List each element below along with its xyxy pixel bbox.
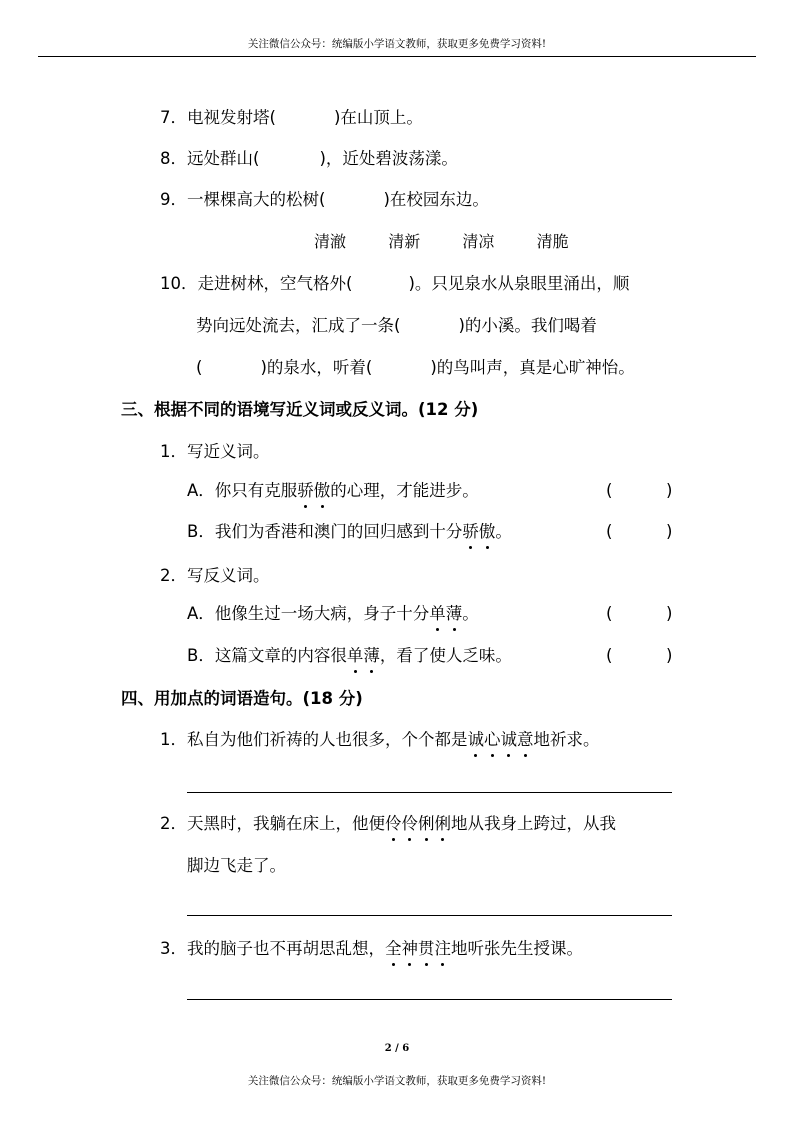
item-text: 。 [462,604,479,623]
word-choice: 清新 [388,232,421,251]
question-text: )的小溪。我们喝着 [458,316,597,335]
item-text: ，看了使人乏味。 [379,646,512,665]
question-text-pre: 电视发射塔( [187,108,276,127]
dotted-char: 神 [401,939,418,958]
answer-box[interactable] [618,645,666,667]
section-4-question-2-line-2: 脚边飞走了。 [187,856,286,875]
answer-paren-open: ( [606,646,613,665]
question-text-pre: 一棵棵高大的松树( [187,190,326,209]
answer-paren-open: ( [606,481,613,500]
question-text: 势向远处流去，汇成了一条( [196,316,401,335]
question-text-post: )在山顶上。 [333,108,423,127]
section-3-item-1b [187,521,512,543]
question-text-pre: 远处群山( [187,149,260,168]
item-text: B．这篇文章的内容很 [187,646,347,665]
question-text: 天黑时，我躺在床上，他便 [187,814,385,833]
question-number: 10． [160,274,198,293]
answer-box[interactable] [618,603,666,625]
answer-box[interactable] [618,480,666,502]
word-choice: 清澈 [314,232,347,251]
header-divider [38,56,756,57]
question-number: 2． [160,814,187,833]
dotted-char: 伶 [401,814,418,833]
word-choice: 清凉 [462,232,495,251]
section-3-sub-2 [160,565,270,587]
question-number: 9． [160,190,187,209]
question-number: 7． [160,108,187,127]
question-text: )的泉水，听着( [260,358,373,377]
section-3-title: 三、根据不同的语境写近义词或反义词。(12 分) [121,400,479,419]
question-text-post: )，近处碧波荡漾。 [319,149,458,168]
word-choices [314,231,569,253]
dotted-char: 俐 [434,814,451,833]
question-text: )的鸟叫声，真是心旷神怡。 [430,358,635,377]
section-3-item-1a [187,480,479,502]
question-text: 地从我身上跨过，从我 [451,814,616,833]
question-number: 8． [160,149,187,168]
question-10-line-1 [160,273,629,295]
dotted-char: 单 [346,646,364,665]
word-choice: 清脆 [536,232,569,251]
question-10-line-3 [196,357,635,379]
answer-line[interactable] [187,915,672,916]
answer-paren-close: ) [666,646,673,665]
dotted-char: 骄 [297,481,314,500]
dotted-char: 全 [385,939,402,958]
dotted-char: 单 [429,604,446,623]
question-number: 2． [160,566,187,585]
dotted-char: 贯 [418,939,435,958]
dotted-char: 注 [434,939,451,958]
question-text: 写反义词。 [187,566,270,585]
dotted-char: 意 [517,730,534,749]
question-number: 1． [160,730,187,749]
section-3-sub-1 [160,441,270,463]
question-text: 私自为他们祈祷的人也很多，个个都是 [187,730,468,749]
item-text: B．我们为香港和澳门的回归感到十分 [187,522,463,541]
question-10-line-2 [196,315,597,337]
question-text: 地祈求。 [533,730,600,749]
question-7 [160,107,423,129]
question-number: 1． [160,442,187,461]
dotted-char: 心 [484,730,501,749]
dotted-char: 傲 [313,481,331,500]
dotted-char: 伶 [385,814,402,833]
question-text: 走进树林，空气格外( [197,274,353,293]
section-4-title: 四、用加点的词语造句。(18 分) [121,689,363,708]
dotted-char: 薄 [363,646,380,665]
answer-box[interactable] [618,521,666,543]
dotted-char: 薄 [445,604,463,623]
footer-banner: 关注微信公众号：统编版小学语文教师，获取更多免费学习资料! [247,1075,547,1087]
dotted-char: 傲 [478,522,496,541]
question-text: 写近义词。 [187,442,270,461]
section-4-question-1 [160,729,600,751]
dotted-char: 诚 [467,730,484,749]
question-text: ( [196,358,203,377]
section-3-item-2b [187,645,512,667]
question-8 [160,148,458,170]
dotted-char: 俐 [418,814,435,833]
dotted-char: 诚 [500,730,517,749]
question-number: 3． [160,939,187,958]
question-text: )。只见泉水从泉眼里涌出，顺 [408,274,630,293]
answer-paren-close: ) [666,604,673,623]
question-text: 地听张先生授课。 [451,939,583,958]
header-banner: 关注微信公众号：统编版小学语文教师，获取更多免费学习资料! [247,38,547,50]
item-text: 的心理，才能进步。 [330,481,479,500]
answer-paren-close: ) [666,522,673,541]
answer-paren-close: ) [666,481,673,500]
section-4-question-3 [160,938,583,960]
item-text: 。 [495,522,512,541]
section-3-item-2a [187,603,479,625]
answer-paren-open: ( [606,604,613,623]
answer-paren-open: ( [606,522,613,541]
answer-line[interactable] [187,999,672,1000]
section-4-question-2 [160,813,616,835]
item-text: A．他像生过一场大病，身子十分 [187,604,430,623]
question-text-post: )在校园东边。 [383,190,489,209]
question-text: 我的脑子也不再胡思乱想， [187,939,385,958]
dotted-char: 骄 [462,522,479,541]
question-9 [160,189,489,211]
page-number: 2 / 6 [384,1043,410,1054]
item-text: A．你只有克服 [187,481,298,500]
answer-line[interactable] [187,792,672,793]
